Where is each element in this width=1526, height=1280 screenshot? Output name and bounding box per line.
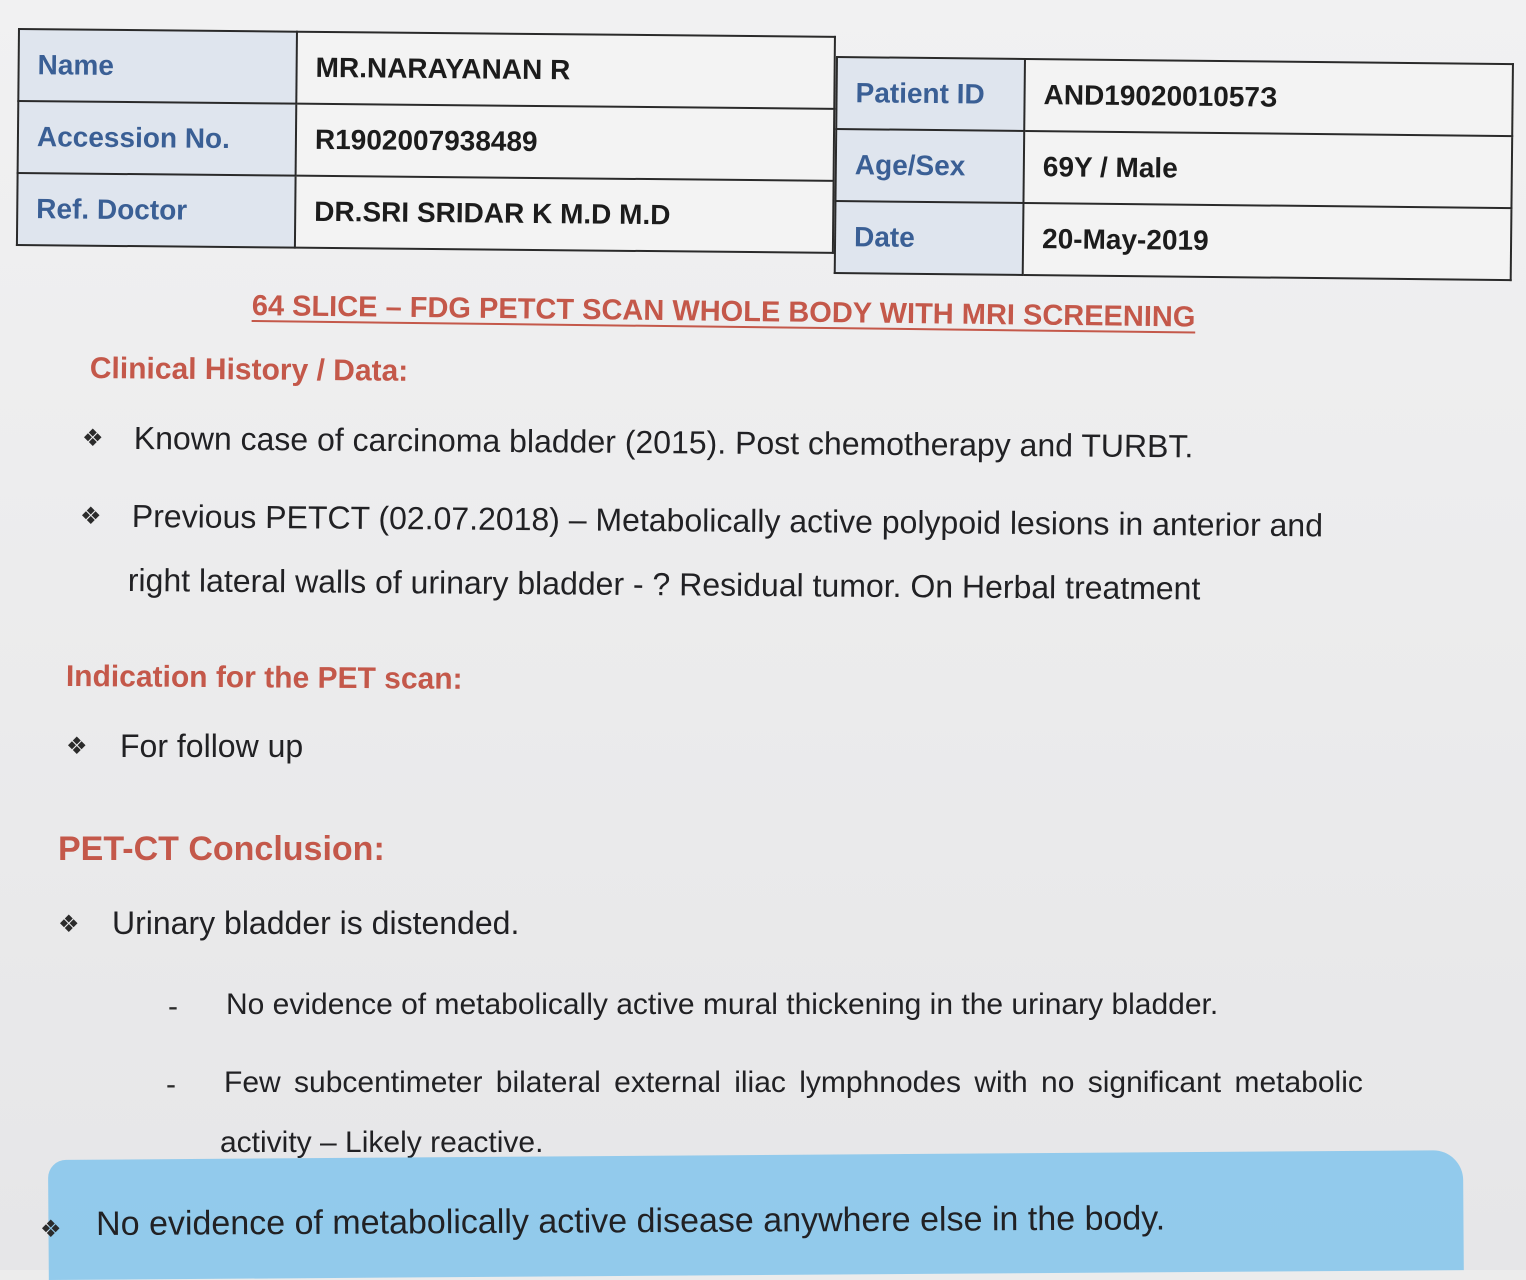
patient-id-row	[836, 57, 1513, 136]
bullet-icon: ❖	[66, 733, 88, 760]
age-sex-row	[835, 129, 1512, 208]
conclusion-sub-2-line-1: Few subcentimeter bilateral external iliac lymphnodes with no significant metabolic	[224, 1066, 1363, 1099]
conclusion-sub-1: No evidence of metabolically active mural thickening in the urinary bladder.	[226, 988, 1219, 1021]
patient-info-table-right	[834, 56, 1514, 281]
indication-heading: Indication for the PET scan:	[65, 660, 463, 696]
bullet-icon: ❖	[40, 1216, 62, 1243]
ref-doctor-label: Ref. Doctor	[17, 173, 296, 248]
conclusion-heading: PET-CT Conclusion:	[58, 830, 385, 868]
bullet-icon: ❖	[58, 911, 80, 938]
bullet-icon: ❖	[82, 425, 104, 452]
conclusion-final: No evidence of metabolically active disease anywhere else in the body.	[96, 1199, 1166, 1243]
conclusion-main: Urinary bladder is distended.	[112, 905, 520, 941]
bullet-icon: ❖	[80, 503, 102, 530]
patient-info-table-left	[16, 28, 836, 254]
name-label: Name	[18, 29, 297, 104]
patient-id-value: AND1902001057З	[1024, 59, 1513, 136]
clinical-item-2-line-2: right lateral walls of urinary bladder - ? Residual tumor. On Herbal treatment	[127, 562, 1201, 607]
report-title: 64 SLICE – FDG PETCT SCAN WHOLE BODY WITH MRI SCREENING	[251, 290, 1196, 334]
date-value: 20-May-2019	[1023, 203, 1512, 280]
age-sex-label: Age/Sex	[835, 129, 1024, 203]
clinical-history-heading: Clinical History / Data:	[89, 352, 409, 388]
dash-marker: -	[166, 1068, 176, 1101]
date-label: Date	[835, 201, 1024, 275]
indication-item-1: For follow up	[120, 728, 304, 764]
conclusion-sub-2-line-2: activity – Likely reactive.	[220, 1126, 544, 1159]
ref-doctor-value: DR.SRI SRIDAR K M.D M.D	[295, 176, 834, 253]
accession-value: R1902007938489	[296, 104, 835, 181]
clinical-item-2-line-1: Previous PETCT (02.07.2018) – Metabolically active polypoid lesions in anterior and	[131, 498, 1324, 544]
accession-row	[18, 101, 835, 181]
accession-label: Accession No.	[18, 101, 297, 176]
clinical-item-1: Known case of carcinoma bladder (2015). Post chemotherapy and TURBT.	[133, 420, 1194, 465]
name-row	[18, 29, 835, 109]
ref-doctor-row	[17, 173, 834, 253]
name-value: MR.NARAYANAN R	[296, 32, 835, 109]
patient-id-label: Patient ID	[836, 57, 1025, 131]
dash-marker: -	[168, 990, 178, 1023]
date-row	[835, 201, 1512, 280]
age-sex-value: 69Y / Male	[1023, 131, 1512, 208]
